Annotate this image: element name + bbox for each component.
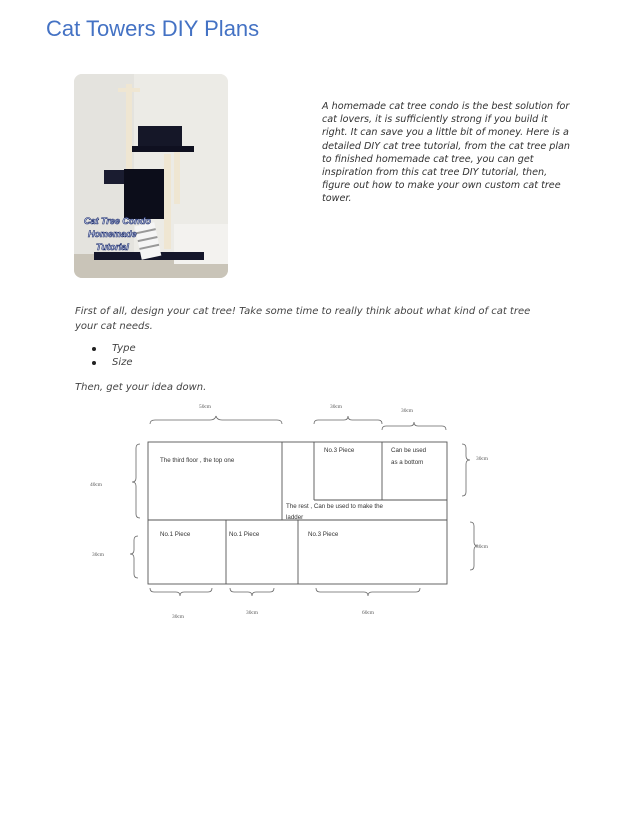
measure-label: 30cm bbox=[92, 552, 104, 558]
list-item: Size bbox=[92, 356, 136, 370]
piece-label: No.1 Piece bbox=[229, 531, 260, 538]
design-paragraph: First of all, design your cat tree! Take some time to really think about what kind of cat tree your cat needs. bbox=[75, 306, 531, 332]
svg-text:Cat Tree Condo: Cat Tree Condo bbox=[84, 216, 151, 226]
piece-label: No.3 Piece bbox=[324, 447, 355, 454]
measure-label: 30cm bbox=[476, 456, 488, 462]
measure-label: 30cm bbox=[476, 544, 488, 550]
measure-label: 30cm bbox=[330, 404, 342, 410]
then-paragraph: Then, get your idea down. bbox=[75, 382, 207, 393]
bullet-icon bbox=[92, 361, 96, 365]
piece-label: No.1 Piece bbox=[160, 531, 191, 538]
measure-label: 60cm bbox=[362, 610, 374, 616]
measure-label: 50cm bbox=[199, 404, 211, 410]
piece-label: The third floor , the top one bbox=[160, 457, 235, 464]
cat-tree-image bbox=[74, 74, 228, 278]
measure-label: 30cm bbox=[401, 408, 413, 414]
piece-label: as a bottom bbox=[391, 459, 424, 466]
piece-labels bbox=[160, 447, 427, 538]
cat-tree-photo bbox=[74, 74, 228, 278]
list-item: Type bbox=[92, 342, 136, 356]
design-considerations-list bbox=[92, 342, 136, 370]
svg-text:Tutorial: Tutorial bbox=[96, 242, 129, 252]
intro-paragraph: A homemade cat tree condo is the best solution for cat lovers, it is sufficiently strong if you build it right. It can save you a little bit of money. Here is a detailed DIY cat tree tutorial, from the cat tree plan to finished homemade cat tree, you can get inspiration from this cat tree DIY tutorial, then, figure out how to make your own custom cat tree tower. bbox=[322, 101, 571, 205]
measure-label: 40cm bbox=[90, 482, 102, 488]
piece-label: Can be used bbox=[391, 447, 427, 454]
cut-plan-diagram bbox=[80, 396, 520, 628]
measurement-labels bbox=[90, 404, 489, 620]
svg-text:Homemade: Homemade bbox=[88, 229, 137, 239]
bullet-icon bbox=[92, 347, 96, 351]
measure-label: 30cm bbox=[246, 610, 258, 616]
piece-label: ladder bbox=[286, 514, 304, 521]
piece-label: No.3 Piece bbox=[308, 531, 339, 538]
piece-label: The rest , Can be used to make the bbox=[286, 503, 383, 510]
measure-label: 30cm bbox=[172, 614, 184, 620]
page-title: Cat Towers DIY Plans bbox=[46, 16, 260, 41]
